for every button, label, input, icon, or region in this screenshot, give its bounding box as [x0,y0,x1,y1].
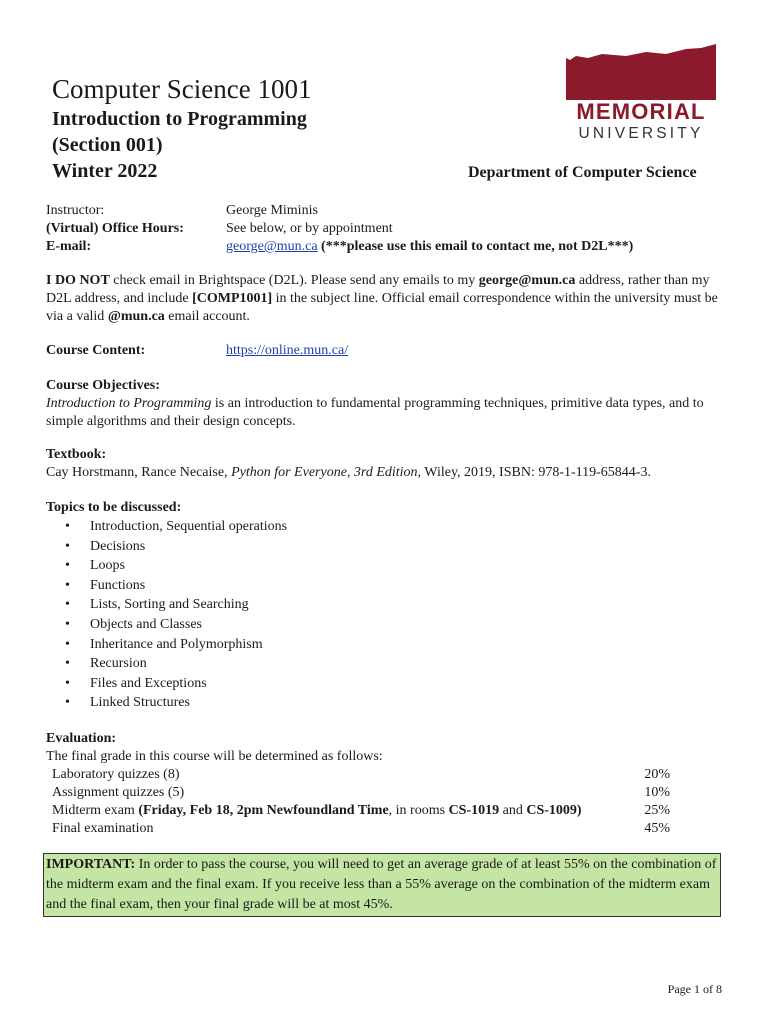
textbook-details: Wiley, 2019, ISBN: 978-1-119-65844-3. [421,465,651,480]
evaluation-row [52,766,670,784]
important-label: IMPORTANT: [46,857,136,872]
notice-text-1: check email in Brightspace (D2L). Please send any emails to my [109,273,479,288]
evaluation-weight: 10% [644,785,670,800]
svg-text:MEMORIAL: MEMORIAL [576,99,706,124]
course-content-label: Course Content: [46,343,146,358]
email-link[interactable]: george@mun.ca [226,239,318,254]
course-section: (Section 001) [52,134,163,156]
instructor-row [46,202,318,220]
course-name: Introduction to Programming [52,108,307,130]
evaluation-weight: 20% [644,767,670,782]
list-item: • Recursion [46,654,287,674]
list-item: • Functions [46,576,287,596]
evaluation-weight: 45% [644,821,670,836]
objectives-text [46,395,726,431]
evaluation-item: Midterm exam (Friday, Feb 18, 2pm Newfoundland Time, in rooms CS-1019 and CS-1009) [52,803,582,818]
notice-domain: @mun.ca [107,309,165,324]
instructor-label: Instructor: [46,203,105,218]
page-number: Page 1 of 8 [667,982,722,996]
topics-list [46,517,287,713]
textbook-authors: Cay Horstmann, Rance Necaise, [46,465,232,480]
midterm-room-1: CS-1019 [448,803,500,818]
textbook-citation [46,464,726,482]
evaluation-row [52,784,670,802]
svg-text:UNIVERSITY: UNIVERSITY [578,125,704,142]
list-item: • Loops [46,556,287,576]
email-label: E-mail: [46,239,92,254]
evaluation-item: Laboratory quizzes (8) [52,767,180,782]
email-notice [46,272,726,326]
midterm-room-2: CS-1009) [526,803,582,818]
notice-text-2: address, rather than my D2L address, and include [46,273,710,306]
office-hours-label: (Virtual) Office Hours: [46,221,184,236]
evaluation-row [52,802,670,820]
university-logo [566,44,716,144]
evaluation-heading: Evaluation: [46,731,117,746]
objectives-description: is an introduction to fundamental programming techniques, primitive data types, and to simple algorithms and their design concepts. [46,396,704,429]
page-title: Computer Science 1001 [52,74,312,104]
course-term: Winter 2022 [52,160,158,182]
evaluation-row [52,820,670,838]
list-item: • Introduction, Sequential operations [46,517,287,537]
department-name: Department of Computer Science [468,164,697,181]
midterm-date: (Friday, Feb 18, 2pm Newfoundland Time [138,803,389,818]
evaluation-item: Assignment quizzes (5) [52,785,185,800]
instructor-value: George Miminis [226,203,318,218]
list-item: • Inheritance and Polymorphism [46,635,287,655]
notice-text-4: email account. [164,309,250,324]
list-item: • Decisions [46,537,287,557]
memorial-logo-icon [566,44,716,144]
evaluation-item: Final examination [52,821,154,836]
textbook-heading: Textbook: [46,447,107,462]
notice-text-3: in the subject line. Official email correspondence within the university must be via a valid [46,291,718,324]
textbook-title: Python for Everyone, 3rd Edition, [231,465,422,480]
objectives-heading: Course Objectives: [46,378,160,393]
email-note: (***please use this email to contact me, not D2L***) [321,239,634,254]
list-item: • Files and Exceptions [46,674,287,694]
course-content-link[interactable]: https://online.mun.ca/ [226,343,349,358]
notice-subject-tag: [COMP1001] [192,291,273,306]
evaluation-intro: The final grade in this course will be determined as follows: [46,749,383,764]
important-notice [43,853,721,917]
important-text: In order to pass the course, you will need to get an average grade of at least 55% on the combination of the midterm exam and the final exam. If you receive less than a 55% average on the combination of the midterm exam and the final exam, then your final grade will be at most 45%. [46,857,717,912]
list-item: • Lists, Sorting and Searching [46,595,287,615]
notice-email: george@mun.ca [478,273,576,288]
objectives-course-name: Introduction to Programming [46,396,212,411]
office-hours-row [46,220,393,238]
notice-emphasis: I DO NOT [46,273,110,288]
evaluation-weight: 25% [644,803,670,818]
office-hours-value: See below, or by appointment [226,221,393,236]
course-content-row [46,342,349,360]
list-item: • Objects and Classes [46,615,287,635]
email-row [46,238,634,256]
topics-heading: Topics to be discussed: [46,500,182,515]
list-item: • Linked Structures [46,693,287,713]
